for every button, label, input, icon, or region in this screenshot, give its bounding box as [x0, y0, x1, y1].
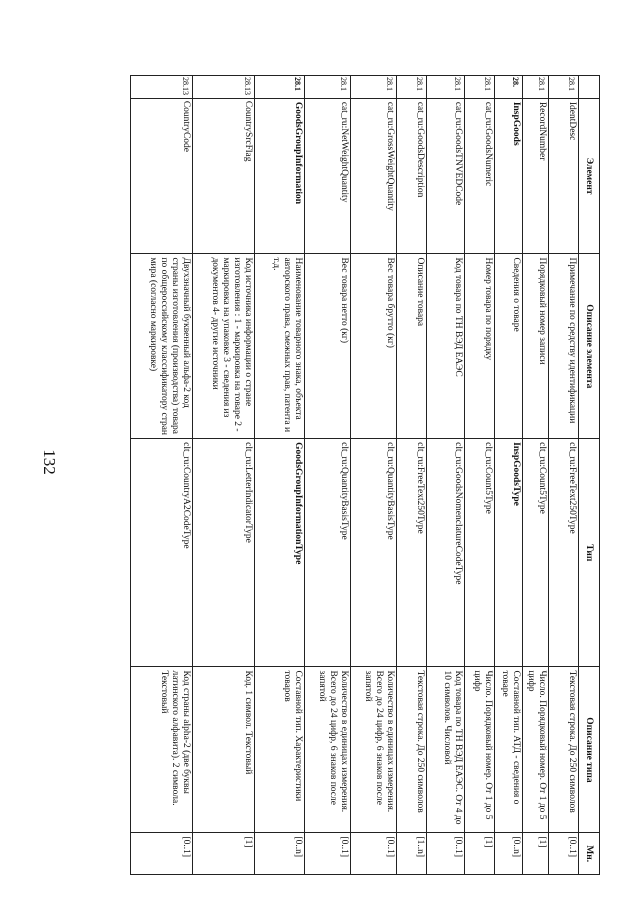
description-cell: Примечание по средству идентификации — [549, 254, 579, 439]
table-body — [131, 76, 579, 875]
row-number: 28.1 — [397, 76, 427, 99]
header-multiplicity: Мн. — [579, 833, 600, 875]
type-cell: clt_ru:GoodsNomenclatureCodeType — [427, 439, 465, 667]
row-number: 28.1 — [427, 76, 465, 99]
type-description-cell: Составной тип. АТД - сведения о товаре — [495, 667, 523, 833]
table-row — [397, 76, 427, 875]
multiplicity-cell: [0..1] — [351, 833, 397, 875]
type-cell: clt_ru:CountryA2CodeType — [131, 439, 193, 667]
multiplicity-cell: [0..1] — [305, 833, 351, 875]
table-row — [465, 76, 495, 875]
header-num — [579, 76, 600, 99]
description-cell: Описание товара — [397, 254, 427, 439]
row-number: 28.1 — [351, 76, 397, 99]
table-row — [193, 76, 255, 875]
element-cell: GoodsGroupInformation — [255, 98, 305, 254]
type-cell: clt_ru:QuantityBasisType — [305, 439, 351, 667]
type-description-cell: Составной тип. Характеристики товаров — [255, 667, 305, 833]
element-cell: CountryCode — [131, 98, 193, 254]
header-element: Элемент — [579, 98, 600, 254]
header-type-description: Описание типа — [579, 667, 600, 833]
description-cell: Номер товара по порядку — [465, 254, 495, 439]
description-cell: Код источника информации о стране изготовления : 1 - маркировка на товаре 2 - маркировка на упаковке 3 - сведения из документов 4- другие источники — [193, 254, 255, 439]
type-description-cell: Текстовая строка. До 250 символов — [549, 667, 579, 833]
type-description-cell: Количество в единицах измерения. Всего до 24 цифр, 6 знаков после запятой — [305, 667, 351, 833]
type-cell: clt_ru:Count5Type — [465, 439, 495, 667]
type-description-cell: Число. Порядковый номер. От 1 до 5 цифр — [465, 667, 495, 833]
description-cell: Двухзначный буквенный альфа-2 код страны изготовления (производства) товара по общероссийскому классификатору стран мира (согласно маркировке) — [131, 254, 193, 439]
type-cell: clt_ru:FreeText250Type — [397, 439, 427, 667]
element-cell: cat_ru:NetWeightQuantity — [305, 98, 351, 254]
header-description: Описание элемента — [579, 254, 600, 439]
table-row — [351, 76, 397, 875]
element-cell: cat_ru:GoodsDescription — [397, 98, 427, 254]
multiplicity-cell: [0..1] — [427, 833, 465, 875]
row-number: 28.13 — [131, 76, 193, 99]
rotated-table-container — [130, 75, 600, 875]
type-description-cell: Количество в единицах измерения. Всего до 24 цифр, 6 знаков после запятой — [351, 667, 397, 833]
table-row — [523, 76, 549, 875]
type-description-cell: Код страны alpha-2 (две буквы латинского алфавита). 2 символа. Текстовый — [131, 667, 193, 833]
table-row — [255, 76, 305, 875]
multiplicity-cell: [1] — [193, 833, 255, 875]
element-cell: InspGoods — [495, 98, 523, 254]
type-cell: clt_ru:Count5Type — [523, 439, 549, 667]
element-cell: CountrySrcFlag — [193, 98, 255, 254]
header-type: Тип — [579, 439, 600, 667]
type-cell: GoodsGroupInformationType — [255, 439, 305, 667]
row-number: 28.1 — [549, 76, 579, 99]
row-number: 28.1 — [305, 76, 351, 99]
table-row — [131, 76, 193, 875]
type-description-cell: Число. Порядковый номер. От 1 до 5 цифр — [523, 667, 549, 833]
row-number: 28.13 — [193, 76, 255, 99]
multiplicity-cell: [0..1] — [549, 833, 579, 875]
element-cell: cat_ru:GrossWeightQuantity — [351, 98, 397, 254]
row-number: 28.1 — [465, 76, 495, 99]
schema-table — [130, 75, 600, 875]
type-description-cell: Код товара по ТН ВЭД ЕАЭС. От 4 до 10 символов. Числовой — [427, 667, 465, 833]
table-row — [549, 76, 579, 875]
element-cell: IdentDesc — [549, 98, 579, 254]
page-number: 132 — [39, 449, 59, 475]
table-header-row — [579, 76, 600, 875]
multiplicity-cell: [1..n] — [397, 833, 427, 875]
description-cell: Вес товара брутто (кг) — [351, 254, 397, 439]
row-number: 28.1 — [255, 76, 305, 99]
type-cell: clt_ru:QuantityBasisType — [351, 439, 397, 667]
type-cell: clt_ru:FreeText250Type — [549, 439, 579, 667]
table-row — [495, 76, 523, 875]
description-cell: Код товара по ТН ВЭД ЕАЭС — [427, 254, 465, 439]
row-number: 28. — [495, 76, 523, 99]
multiplicity-cell: [1] — [465, 833, 495, 875]
multiplicity-cell: [0..n] — [255, 833, 305, 875]
multiplicity-cell: [0..1] — [131, 833, 193, 875]
table-row — [305, 76, 351, 875]
multiplicity-cell: [1] — [523, 833, 549, 875]
description-cell: Наименование товарного знака, объекта авторского права, смежных прав, патента и т.д. — [255, 254, 305, 439]
type-description-cell: Код. 1 символ. Текстовый — [193, 667, 255, 833]
element-cell: cat_ru:GoodsTNVEDCode — [427, 98, 465, 254]
type-cell: InspGoodsType — [495, 439, 523, 667]
table-row — [427, 76, 465, 875]
element-cell: RecordNumber — [523, 98, 549, 254]
element-cell: cat_ru:GoodsNumeric — [465, 98, 495, 254]
type-description-cell: Текстовая строка. До 250 символов — [397, 667, 427, 833]
description-cell: Порядковый номер записи — [523, 254, 549, 439]
row-number: 28.1 — [523, 76, 549, 99]
description-cell: Вес товара нетто (кг) — [305, 254, 351, 439]
multiplicity-cell: [0..n] — [495, 833, 523, 875]
description-cell: Сведения о товаре — [495, 254, 523, 439]
type-cell: clt_ru:LetterIndicatorType — [193, 439, 255, 667]
